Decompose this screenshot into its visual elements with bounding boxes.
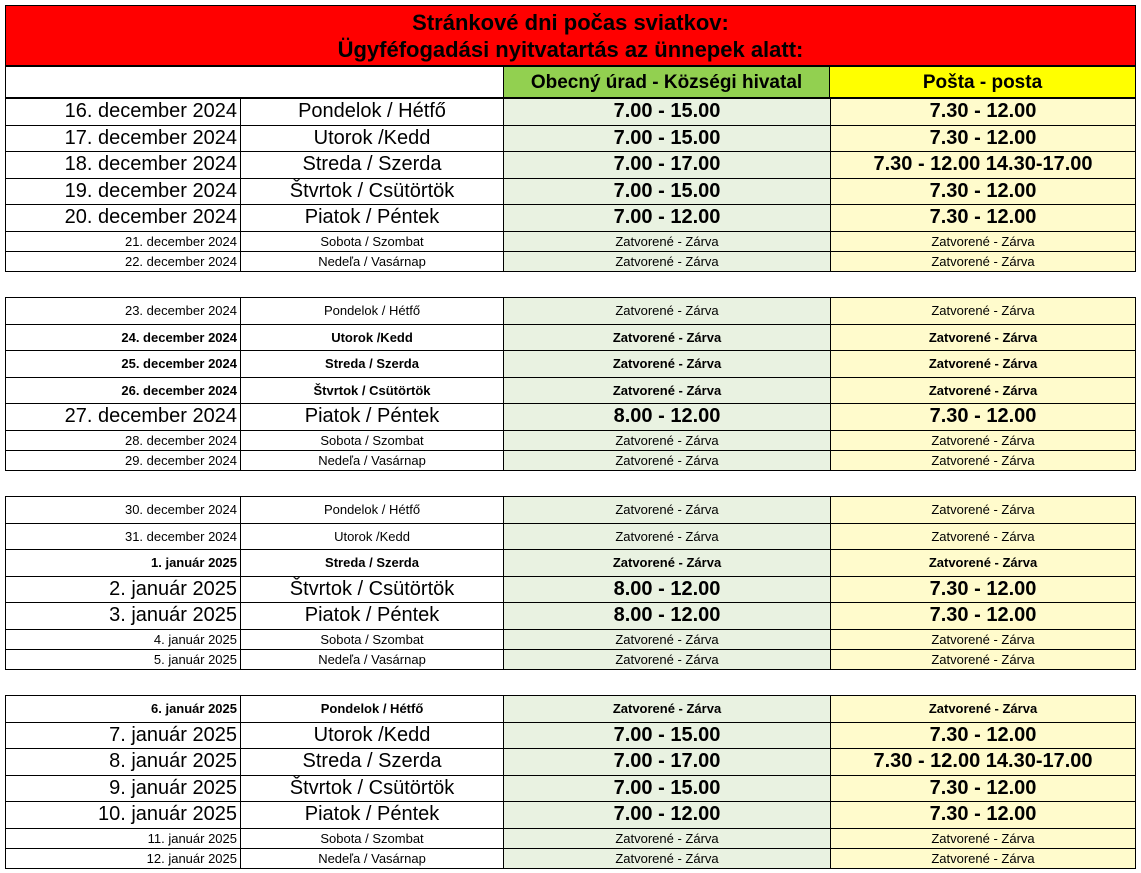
posta-hours-cell: Zatvorené - Zárva — [830, 251, 1136, 271]
weekday-cell: Nedeľa / Vasárnap — [240, 450, 503, 470]
date-cell: 3. január 2025 — [5, 602, 240, 629]
posta-hours-cell: 7.30 - 12.00 — [830, 125, 1136, 152]
posta-hours-cell: Zatvorené - Zárva — [830, 450, 1136, 470]
schedule-row — [5, 430, 1136, 450]
weekday-cell: Piatok / Péntek — [240, 403, 503, 430]
date-cell: 5. január 2025 — [5, 649, 240, 669]
date-cell: 30. december 2024 — [5, 496, 240, 523]
weekday-cell: Sobota / Szombat — [240, 231, 503, 251]
obecny-urad-hours-cell: Zatvorené - Zárva — [503, 350, 830, 377]
posta-hours-cell: Zatvorené - Zárva — [830, 549, 1136, 576]
schedule-row — [5, 450, 1136, 470]
obecny-urad-hours-cell: Zatvorené - Zárva — [503, 549, 830, 576]
obecny-urad-hours-cell: 7.00 - 15.00 — [503, 98, 830, 125]
group-bottom-border — [5, 470, 1136, 471]
obecny-urad-hours-cell: Zatvorené - Zárva — [503, 297, 830, 324]
schedule-row — [5, 231, 1136, 251]
posta-hours-cell: 7.30 - 12.00 14.30-17.00 — [830, 748, 1136, 775]
obecny-urad-hours-cell: Zatvorené - Zárva — [503, 523, 830, 550]
header-blank — [5, 66, 503, 98]
posta-hours-cell: Zatvorené - Zárva — [830, 231, 1136, 251]
weekday-cell: Pondelok / Hétfő — [240, 695, 503, 722]
column-header-row — [5, 66, 1136, 98]
posta-hours-cell: 7.30 - 12.00 — [830, 775, 1136, 802]
date-cell: 11. január 2025 — [5, 828, 240, 848]
weekday-cell: Štvrtok / Csütörtök — [240, 775, 503, 802]
header-posta: Pošta - posta — [830, 66, 1136, 98]
schedule-row — [5, 828, 1136, 848]
schedule-row — [5, 496, 1136, 523]
date-cell: 21. december 2024 — [5, 231, 240, 251]
obecny-urad-hours-cell: Zatvorené - Zárva — [503, 649, 830, 669]
schedule-row — [5, 722, 1136, 749]
schedule-row — [5, 297, 1136, 324]
schedule-row — [5, 251, 1136, 271]
posta-hours-cell: Zatvorené - Zárva — [830, 828, 1136, 848]
posta-hours-cell: Zatvorené - Zárva — [830, 848, 1136, 868]
date-cell: 19. december 2024 — [5, 178, 240, 205]
posta-hours-cell: Zatvorené - Zárva — [830, 297, 1136, 324]
posta-hours-cell: 7.30 - 12.00 — [830, 204, 1136, 231]
date-cell: 24. december 2024 — [5, 324, 240, 351]
weekday-cell: Streda / Szerda — [240, 151, 503, 178]
date-cell: 27. december 2024 — [5, 403, 240, 430]
posta-hours-cell: Zatvorené - Zárva — [830, 695, 1136, 722]
obecny-urad-hours-cell: 8.00 - 12.00 — [503, 576, 830, 603]
date-cell: 29. december 2024 — [5, 450, 240, 470]
weekday-cell: Piatok / Péntek — [240, 204, 503, 231]
weekday-cell: Pondelok / Hétfő — [240, 496, 503, 523]
obecny-urad-hours-cell: 7.00 - 15.00 — [503, 125, 830, 152]
posta-hours-cell: 7.30 - 12.00 — [830, 178, 1136, 205]
date-cell: 8. január 2025 — [5, 748, 240, 775]
group-bottom-border — [5, 868, 1136, 869]
obecny-urad-hours-cell: 7.00 - 15.00 — [503, 775, 830, 802]
posta-hours-cell: 7.30 - 12.00 — [830, 722, 1136, 749]
posta-hours-cell: 7.30 - 12.00 14.30-17.00 — [830, 151, 1136, 178]
date-cell: 1. január 2025 — [5, 549, 240, 576]
weekday-cell: Nedeľa / Vasárnap — [240, 251, 503, 271]
weekday-cell: Nedeľa / Vasárnap — [240, 848, 503, 868]
schedule-row — [5, 151, 1136, 178]
schedule-row — [5, 98, 1136, 125]
weekday-cell: Utorok /Kedd — [240, 324, 503, 351]
posta-hours-cell: Zatvorené - Zárva — [830, 324, 1136, 351]
obecny-urad-hours-cell: 7.00 - 12.00 — [503, 204, 830, 231]
date-cell: 10. január 2025 — [5, 801, 240, 828]
schedule-row — [5, 204, 1136, 231]
date-cell: 23. december 2024 — [5, 297, 240, 324]
weekday-cell: Štvrtok / Csütörtök — [240, 576, 503, 603]
schedule-row — [5, 629, 1136, 649]
schedule-row — [5, 350, 1136, 377]
weekday-cell: Nedeľa / Vasárnap — [240, 649, 503, 669]
weekday-cell: Sobota / Szombat — [240, 629, 503, 649]
weekday-cell: Utorok /Kedd — [240, 523, 503, 550]
schedule-row — [5, 324, 1136, 351]
weekday-cell: Streda / Szerda — [240, 549, 503, 576]
obecny-urad-hours-cell: Zatvorené - Zárva — [503, 430, 830, 450]
obecny-urad-hours-cell: 7.00 - 17.00 — [503, 151, 830, 178]
weekday-cell: Pondelok / Hétfő — [240, 297, 503, 324]
group-bottom-border — [5, 271, 1136, 272]
title-banner — [5, 5, 1136, 66]
schedule-row — [5, 523, 1136, 550]
date-cell: 28. december 2024 — [5, 430, 240, 450]
header-obecny-urad: Obecný úrad - Községi hivatal — [503, 66, 830, 98]
posta-hours-cell: 7.30 - 12.00 — [830, 576, 1136, 603]
obecny-urad-hours-cell: Zatvorené - Zárva — [503, 828, 830, 848]
schedule-row — [5, 602, 1136, 629]
schedule-row — [5, 649, 1136, 669]
obecny-urad-hours-cell: Zatvorené - Zárva — [503, 629, 830, 649]
obecny-urad-hours-cell: 7.00 - 15.00 — [503, 178, 830, 205]
schedule-row — [5, 576, 1136, 603]
schedule-row — [5, 549, 1136, 576]
date-cell: 20. december 2024 — [5, 204, 240, 231]
weekday-cell: Sobota / Szombat — [240, 430, 503, 450]
weekday-cell: Utorok /Kedd — [240, 125, 503, 152]
date-cell: 2. január 2025 — [5, 576, 240, 603]
obecny-urad-hours-cell: Zatvorené - Zárva — [503, 324, 830, 351]
obecny-urad-hours-cell: 8.00 - 12.00 — [503, 403, 830, 430]
date-cell: 17. december 2024 — [5, 125, 240, 152]
obecny-urad-hours-cell: Zatvorené - Zárva — [503, 695, 830, 722]
date-cell: 25. december 2024 — [5, 350, 240, 377]
posta-hours-cell: Zatvorené - Zárva — [830, 496, 1136, 523]
date-cell: 7. január 2025 — [5, 722, 240, 749]
date-cell: 4. január 2025 — [5, 629, 240, 649]
group-bottom-border — [5, 669, 1136, 670]
weekday-cell: Streda / Szerda — [240, 748, 503, 775]
weekday-cell: Pondelok / Hétfő — [240, 98, 503, 125]
obecny-urad-hours-cell: 7.00 - 15.00 — [503, 722, 830, 749]
date-cell: 18. december 2024 — [5, 151, 240, 178]
title-line-1: Stránkové dni počas sviatkov: — [412, 10, 729, 35]
obecny-urad-hours-cell: Zatvorené - Zárva — [503, 450, 830, 470]
obecny-urad-hours-cell: 7.00 - 12.00 — [503, 801, 830, 828]
date-cell: 31. december 2024 — [5, 523, 240, 550]
posta-hours-cell: Zatvorené - Zárva — [830, 350, 1136, 377]
date-cell: 22. december 2024 — [5, 251, 240, 271]
obecny-urad-hours-cell: Zatvorené - Zárva — [503, 377, 830, 404]
schedule-row — [5, 801, 1136, 828]
obecny-urad-hours-cell: Zatvorené - Zárva — [503, 251, 830, 271]
weekday-cell: Štvrtok / Csütörtök — [240, 178, 503, 205]
obecny-urad-hours-cell: 7.00 - 17.00 — [503, 748, 830, 775]
obecny-urad-hours-cell: Zatvorené - Zárva — [503, 496, 830, 523]
title-line-2: Ügyféfogadási nyitvatartás az ünnepek alatt: — [337, 37, 804, 62]
date-cell: 16. december 2024 — [5, 98, 240, 125]
weekday-cell: Sobota / Szombat — [240, 828, 503, 848]
posta-hours-cell: 7.30 - 12.00 — [830, 801, 1136, 828]
obecny-urad-hours-cell: 8.00 - 12.00 — [503, 602, 830, 629]
date-cell: 26. december 2024 — [5, 377, 240, 404]
posta-hours-cell: Zatvorené - Zárva — [830, 430, 1136, 450]
posta-hours-cell: 7.30 - 12.00 — [830, 602, 1136, 629]
posta-hours-cell: Zatvorené - Zárva — [830, 377, 1136, 404]
posta-hours-cell: Zatvorené - Zárva — [830, 629, 1136, 649]
schedule-row — [5, 125, 1136, 152]
posta-hours-cell: Zatvorené - Zárva — [830, 523, 1136, 550]
weekday-cell: Piatok / Péntek — [240, 602, 503, 629]
posta-hours-cell: 7.30 - 12.00 — [830, 98, 1136, 125]
weekday-cell: Piatok / Péntek — [240, 801, 503, 828]
weekday-cell: Streda / Szerda — [240, 350, 503, 377]
posta-hours-cell: Zatvorené - Zárva — [830, 649, 1136, 669]
schedule-row — [5, 748, 1136, 775]
schedule-row — [5, 775, 1136, 802]
weekday-cell: Utorok /Kedd — [240, 722, 503, 749]
schedule-row — [5, 403, 1136, 430]
posta-hours-cell: 7.30 - 12.00 — [830, 403, 1136, 430]
schedule-row — [5, 848, 1136, 868]
schedule-row — [5, 377, 1136, 404]
schedule-row — [5, 178, 1136, 205]
weekday-cell: Štvrtok / Csütörtök — [240, 377, 503, 404]
date-cell: 6. január 2025 — [5, 695, 240, 722]
obecny-urad-hours-cell: Zatvorené - Zárva — [503, 231, 830, 251]
obecny-urad-hours-cell: Zatvorené - Zárva — [503, 848, 830, 868]
date-cell: 9. január 2025 — [5, 775, 240, 802]
date-cell: 12. január 2025 — [5, 848, 240, 868]
schedule-row — [5, 695, 1136, 722]
